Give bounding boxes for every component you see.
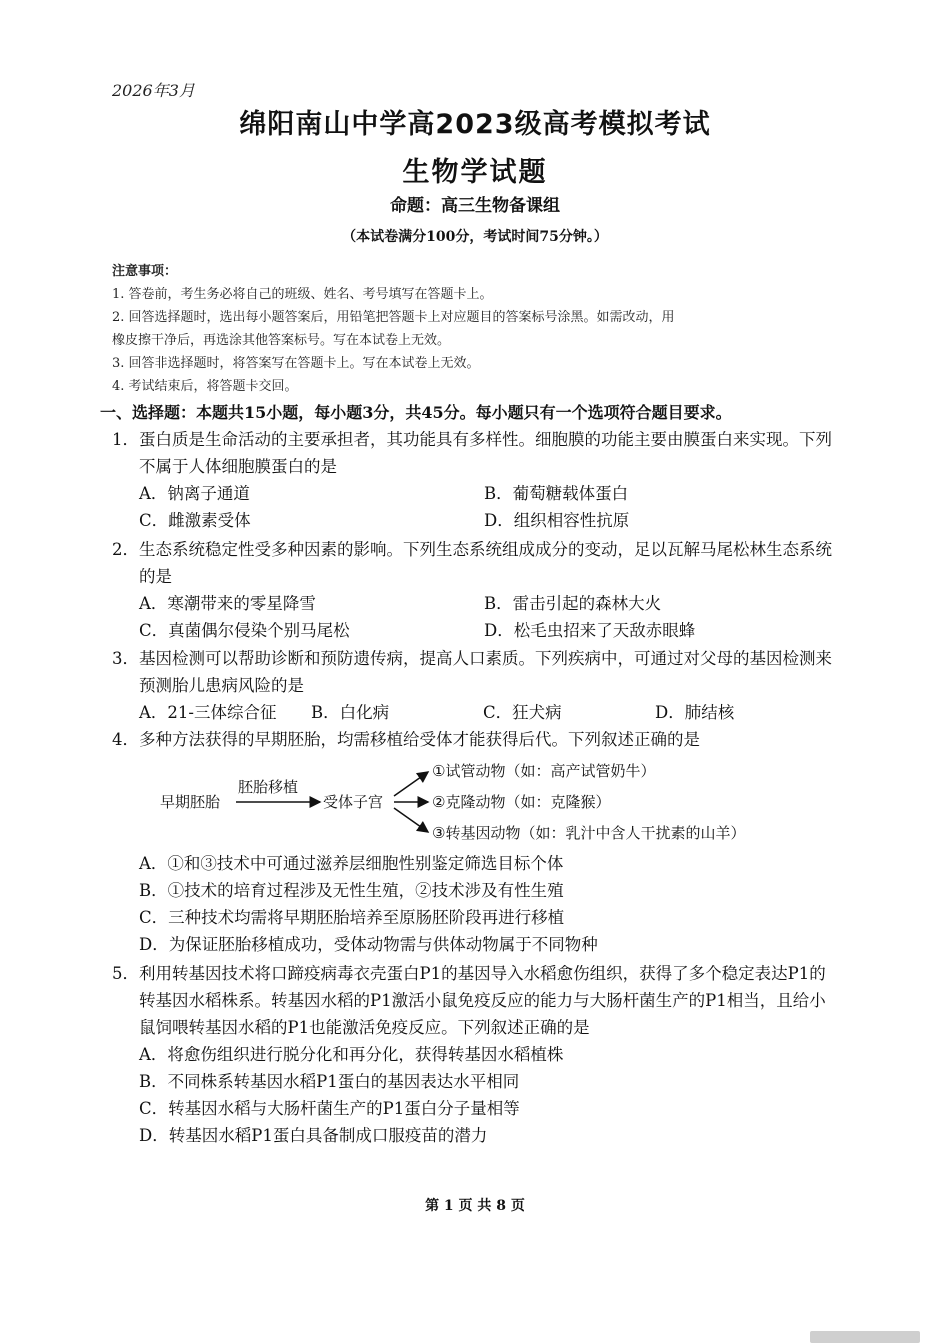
option-d: D．肺结核 <box>655 703 735 722</box>
option-b: B．白化病 <box>311 703 390 722</box>
score-info: （本试卷满分100分，考试时间75分钟。） <box>342 229 608 245</box>
question-4-options <box>112 850 832 958</box>
exam-author: 命题：高三生物备课组 <box>390 196 560 216</box>
question-2 <box>112 536 832 644</box>
option-c: C．真菌偶尔侵染个别马尾松 <box>139 621 350 640</box>
diagram-source: 早期胚胎 <box>160 793 221 811</box>
diagram-branch-2: ②克隆动物（如：克隆猴） <box>432 793 611 811</box>
diagram-branch-1: ①试管动物（如：高产试管奶牛） <box>432 762 656 780</box>
question-stem: 4．多种方法获得的早期胚胎，均需移植给受体才能获得后代。下列叙述正确的是 <box>112 730 700 749</box>
diagram-target: 受体子宫 <box>323 793 384 811</box>
option-c: C．雌激素受体 <box>139 511 251 530</box>
option-b: B．葡萄糖载体蛋白 <box>484 484 629 503</box>
option-a: A．将愈伤组织进行脱分化和再分化，获得转基因水稻植株 <box>139 1045 564 1064</box>
option-c: C．转基因水稻与大肠杆菌生产的P1蛋白分子量相等 <box>139 1099 520 1118</box>
option-d: D．组织相容性抗原 <box>484 511 630 530</box>
notes-block <box>112 260 842 398</box>
notes-heading: 注意事项： <box>112 264 178 279</box>
option-b: B．雷击引起的森林大火 <box>484 594 662 613</box>
option-a: A．寒潮带来的零星降雪 <box>139 594 316 613</box>
exam-date: 2026年3月 <box>112 81 195 100</box>
option-d: D．转基因水稻P1蛋白具备制成口服疫苗的潜力 <box>139 1126 488 1145</box>
exam-title: 绵阳南山中学高2023级高考模拟考试 <box>239 109 711 140</box>
question-stem: 2．生态系统稳定性受多种因素的影响。下列生态系统组成成分的变动，足以瓦解马尾松林生态系统的是 <box>112 540 832 586</box>
question-5 <box>112 960 832 1149</box>
question-1 <box>112 426 832 534</box>
question-3 <box>112 645 832 726</box>
notes-item: 4. 考试结束后，将答题卡交回。 <box>112 379 298 394</box>
branch-arrow-1 <box>394 772 428 796</box>
notes-item: 橡皮擦干净后，再选涂其他答案标号。写在本试卷上无效。 <box>112 333 451 348</box>
exam-subtitle: 生物学试题 <box>402 157 548 188</box>
option-d: D．为保证胚胎移植成功，受体动物需与供体动物属于不同物种 <box>139 935 598 954</box>
diagram-branch-3: ③转基因动物（如：乳汁中含人干扰素的山羊） <box>432 824 746 842</box>
option-b: B．不同株系转基因水稻P1蛋白的基因表达水平相同 <box>139 1072 520 1091</box>
option-b: B．①技术的培育过程涉及无性生殖，②技术涉及有性生殖 <box>139 881 564 900</box>
notes-item: 2. 回答选择题时，选出每小题答案后，用铅笔把答题卡上对应题目的答案标号涂黑。如需改动，用 <box>112 310 675 325</box>
option-a: A．钠离子通道 <box>139 484 250 503</box>
diagram-arrow-label: 胚胎移植 <box>238 778 299 796</box>
option-a: A．①和③技术中可通过滋养层细胞性别鉴定筛选目标个体 <box>139 854 564 873</box>
question-stem: 5．利用转基因技术将口蹄疫病毒衣壳蛋白P1的基因导入水稻愈伤组织，获得了多个稳定表达P1的转基因水稻株系。转基因水稻的P1激活小鼠免疫反应的能力与大肠杆菌生产的P1相当，且给小鼠饲喂转基因水稻的P1也能激活免疫反应。下列叙述正确的是 <box>112 964 826 1037</box>
question-4 <box>112 726 832 753</box>
option-d: D．松毛虫招来了天敌赤眼蜂 <box>484 621 696 640</box>
embryo-transfer-diagram <box>160 752 800 848</box>
option-a: A．21-三体综合征 <box>139 703 277 722</box>
question-stem: 1．蛋白质是生命活动的主要承担者，其功能具有多样性。细胞膜的功能主要由膜蛋白来实现。下列不属于人体细胞膜蛋白的是 <box>112 430 832 476</box>
section-heading: 一、选择题：本题共15小题，每小题3分，共45分。每小题只有一个选项符合题目要求。 <box>100 403 732 422</box>
scanner-watermark <box>810 1331 920 1343</box>
page-footer: 第 1 页 共 8 页 <box>425 1198 525 1214</box>
notes-item: 3. 回答非选择题时，将答案写在答题卡上。写在本试卷上无效。 <box>112 356 480 371</box>
option-c: C．狂犬病 <box>483 703 562 722</box>
option-c: C．三种技术均需将早期胚胎培养至原肠胚阶段再进行移植 <box>139 908 565 927</box>
notes-item: 1. 答卷前，考生务必将自己的班级、姓名、考号填写在答题卡上。 <box>112 287 493 302</box>
branch-arrow-3 <box>394 808 428 832</box>
question-stem: 3．基因检测可以帮助诊断和预防遗传病，提高人口素质。下列疾病中，可通过对父母的基因检测来预测胎儿患病风险的是 <box>112 649 832 695</box>
